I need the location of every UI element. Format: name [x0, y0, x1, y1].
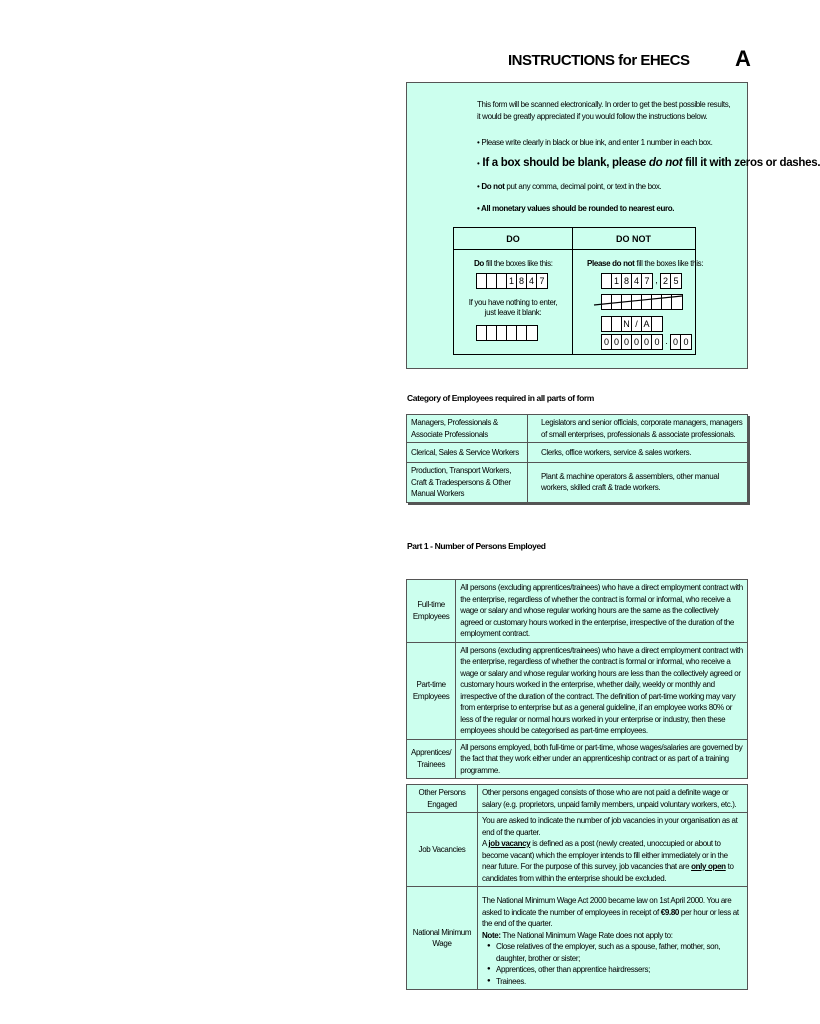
- digit-box: N: [622, 317, 632, 331]
- digit-box: [652, 317, 662, 331]
- other-desc: Other persons engaged consists of those who are not paid a definite wage or salary (e.g. proprietors, unpaid family members, unpaid voluntary workers, etc.).: [478, 785, 748, 813]
- instruction-euro: [477, 204, 674, 213]
- category-desc: Plant & machine operators & assemblers, other manual workers, skilled craft & trade workers.: [528, 463, 748, 503]
- digit-box: /: [632, 317, 642, 331]
- instruction-euro-text: All monetary values should be rounded to nearest euro.: [481, 204, 675, 213]
- category-desc: Legislators and senior officials, corporate managers, managers of small enterprises, professionals & associate professionals.: [528, 415, 748, 443]
- digit-box: 0: [622, 335, 632, 349]
- do-instruction: [474, 258, 553, 270]
- donot-heading: DO NOT: [572, 228, 695, 250]
- blank-note-2: just leave it blank:: [484, 308, 542, 317]
- part1-title: Part 1 - Number of Persons Employed: [407, 541, 546, 551]
- donot-example-zeros: [601, 334, 692, 350]
- digit-box: 4: [527, 274, 537, 288]
- digit-box: [477, 274, 487, 288]
- wage-label: National Minimum Wage: [407, 887, 478, 990]
- digit-box: 1: [507, 274, 517, 288]
- other-label: Other Persons Engaged: [407, 785, 478, 813]
- part1-label: Part-time Employees: [407, 642, 456, 739]
- category-label: Managers, Professionals & Associate Professionals: [407, 415, 528, 443]
- part1-label: Full-time Employees: [407, 580, 456, 643]
- vacancy-only-open: only open: [691, 862, 726, 871]
- vacancy-term: job vacancy: [488, 839, 531, 848]
- instruction-ink-text: Please write clearly in black or blue ink, and enter 1 number in each box.: [481, 138, 713, 147]
- instruction-comma-bold: Do not: [481, 182, 505, 191]
- digit-box: 0: [683, 337, 689, 347]
- list-item: ● Apprentices, other than apprentice hairdressers;: [496, 964, 743, 976]
- table-row: [407, 887, 748, 990]
- wage-desc: [478, 887, 748, 990]
- separator: .: [665, 336, 668, 346]
- section-letter: A: [735, 46, 751, 71]
- digit-box: 8: [622, 274, 632, 288]
- vacancy-text-2a: A: [482, 839, 489, 848]
- part1-desc: All persons (excluding apprentices/trainees) who have a direct employment contract with the enterprise, regardless of whether the contract is formal or informal, who receive a wage or salary and whose regular working hours are the same as the collectively agreed or customary hours worked in the enterprise, irrespective of the duration of the employment contract.: [456, 580, 748, 643]
- separator: ,: [655, 275, 658, 285]
- instruction-ink: [477, 138, 712, 147]
- instruction-blank-em: do not: [648, 157, 683, 169]
- digit-box: 0: [642, 335, 652, 349]
- digit-box: [497, 326, 507, 340]
- donot-example-comma: [601, 273, 682, 289]
- blank-example-boxes: [476, 325, 538, 341]
- wage-text-c: per hour or less at the end of the quarter.: [482, 907, 739, 928]
- digit-box: 2: [661, 274, 671, 288]
- digit-box: [602, 317, 612, 331]
- digit-box: 0: [654, 337, 660, 347]
- instruction-blank-post: fill it with zeros or dashes.: [682, 157, 820, 169]
- do-bold: Do: [474, 259, 484, 268]
- category-table: [406, 414, 748, 503]
- table-row: [407, 580, 748, 643]
- donot-text: fill the boxes like this:: [634, 259, 704, 268]
- do-example-boxes: [476, 273, 548, 289]
- digit-box: [602, 274, 612, 288]
- donot-instruction: [587, 258, 703, 270]
- vacancy-text-2e: to candidates from within the enterprise should be excluded.: [482, 862, 734, 883]
- part1-desc: All persons (excluding apprentices/trainees) who have a direct employment contract with the enterprise, regardless of whether the contract is formal or informal, who receive a wage or salary and whose regular working hours are less than the collectively agreed or customary hours worked in the enterprise, whether daily, weekly or monthly and irrespective of the duration of the contract. The definition of part-time working may vary from enterprise to enterprise but as a general guideline, if an employee works 80% or less of the regular or normal hours worked in your enterprise or industry, then these employees should be categorised as part-time employees.: [456, 642, 748, 739]
- part1-desc: All persons employed, both full-time or part-time, whose wages/salaries are governed by the fact that they work either under an apprenticeship contract or as part of a training programme.: [456, 739, 748, 779]
- wage-note-label: Note:: [482, 930, 501, 940]
- wage-amount: €9.80: [660, 907, 680, 917]
- part1-label: Apprentices/ Trainees: [407, 739, 456, 779]
- table-row: [407, 443, 748, 463]
- bullet: •: [477, 204, 480, 213]
- do-dont-box: [453, 227, 704, 355]
- category-label: Production, Transport Workers, Craft & Tradespersons & Other Manual Workers: [407, 463, 528, 503]
- bullet: •: [477, 138, 480, 147]
- digit-box: [477, 326, 487, 340]
- digit-box: 4: [632, 274, 642, 288]
- category-title: Category of Employees required in all parts of form: [407, 393, 594, 403]
- donot-example-text: [601, 316, 663, 332]
- digit-box: 0: [612, 335, 622, 349]
- bullet: •: [477, 159, 480, 168]
- digit-box: [487, 326, 497, 340]
- digit-box: A: [642, 317, 652, 331]
- table-row: [407, 785, 748, 813]
- list-item: ● Close relatives of the employer, such as a spouse, father, mother, son, daughter, brother or sister;: [496, 941, 743, 964]
- do-heading: DO: [454, 228, 572, 250]
- donot-bold: Please do not: [587, 259, 635, 268]
- digit-box: [527, 326, 537, 340]
- column-divider: [572, 228, 573, 354]
- digit-box: 5: [673, 276, 679, 286]
- vacancy-desc: [478, 813, 748, 887]
- digit-box: 7: [644, 276, 650, 286]
- vacancy-text-2c: is defined as a post (newly created, unoccupied or about to become vacant) which the employer intends to fill either immediately or in the near future. For the purpose of this survey, job vacancies that are: [482, 839, 728, 871]
- instruction-blank-pre: If a box should be blank, please: [482, 157, 649, 169]
- vacancy-label: Job Vacancies: [407, 813, 478, 887]
- do-text: fill the boxes like this:: [483, 259, 553, 268]
- instruction-comma: [477, 182, 661, 191]
- intro-line-1: This form will be scanned electronically. In order to get the best possible results,: [477, 100, 731, 109]
- bullet: •: [477, 182, 480, 191]
- digit-box: 0: [602, 335, 612, 349]
- other-table: [406, 784, 748, 990]
- vacancy-text-1: You are asked to indicate the number of job vacancies in your organisation as at end of the quarter.: [482, 816, 738, 837]
- page-title: INSTRUCTIONS for EHECS: [508, 52, 690, 69]
- digit-box: [487, 274, 497, 288]
- instruction-comma-text: put any comma, decimal point, or text in the box.: [504, 182, 662, 191]
- wage-note-text: The National Minimum Wage Rate does not apply to:: [500, 930, 673, 940]
- digit-box: [497, 274, 507, 288]
- category-label: Clerical, Sales & Service Workers: [407, 443, 528, 463]
- dash-strike-icon: [594, 292, 682, 310]
- digit-box: 8: [517, 274, 527, 288]
- digit-box: [612, 317, 622, 331]
- table-row: [407, 739, 748, 779]
- digit-box: [517, 326, 527, 340]
- table-row: [407, 463, 748, 503]
- digit-box: 0: [632, 335, 642, 349]
- digit-box: 1: [612, 274, 622, 288]
- category-desc: Clerks, office workers, service & sales workers.: [528, 443, 748, 463]
- wage-text-a: The National Minimum Wage Act 2000 became law on 1st April 2000. You are asked to indicate the number of employees in receipt of: [482, 896, 732, 917]
- digit-box: 7: [539, 276, 545, 286]
- table-row: [407, 642, 748, 739]
- table-row: [407, 813, 748, 887]
- digit-box: [507, 326, 517, 340]
- digit-box: 0: [671, 335, 681, 349]
- table-row: [407, 415, 748, 443]
- blank-note-1: If you have nothing to enter,: [468, 298, 558, 307]
- instruction-blank: [477, 157, 820, 169]
- part1-table: [406, 579, 748, 779]
- list-item: ● Trainees.: [496, 976, 743, 988]
- intro-line-2: it would be greatly appreciated if you would follow the instructions below.: [477, 112, 708, 121]
- wage-exclusion-list: [482, 941, 743, 987]
